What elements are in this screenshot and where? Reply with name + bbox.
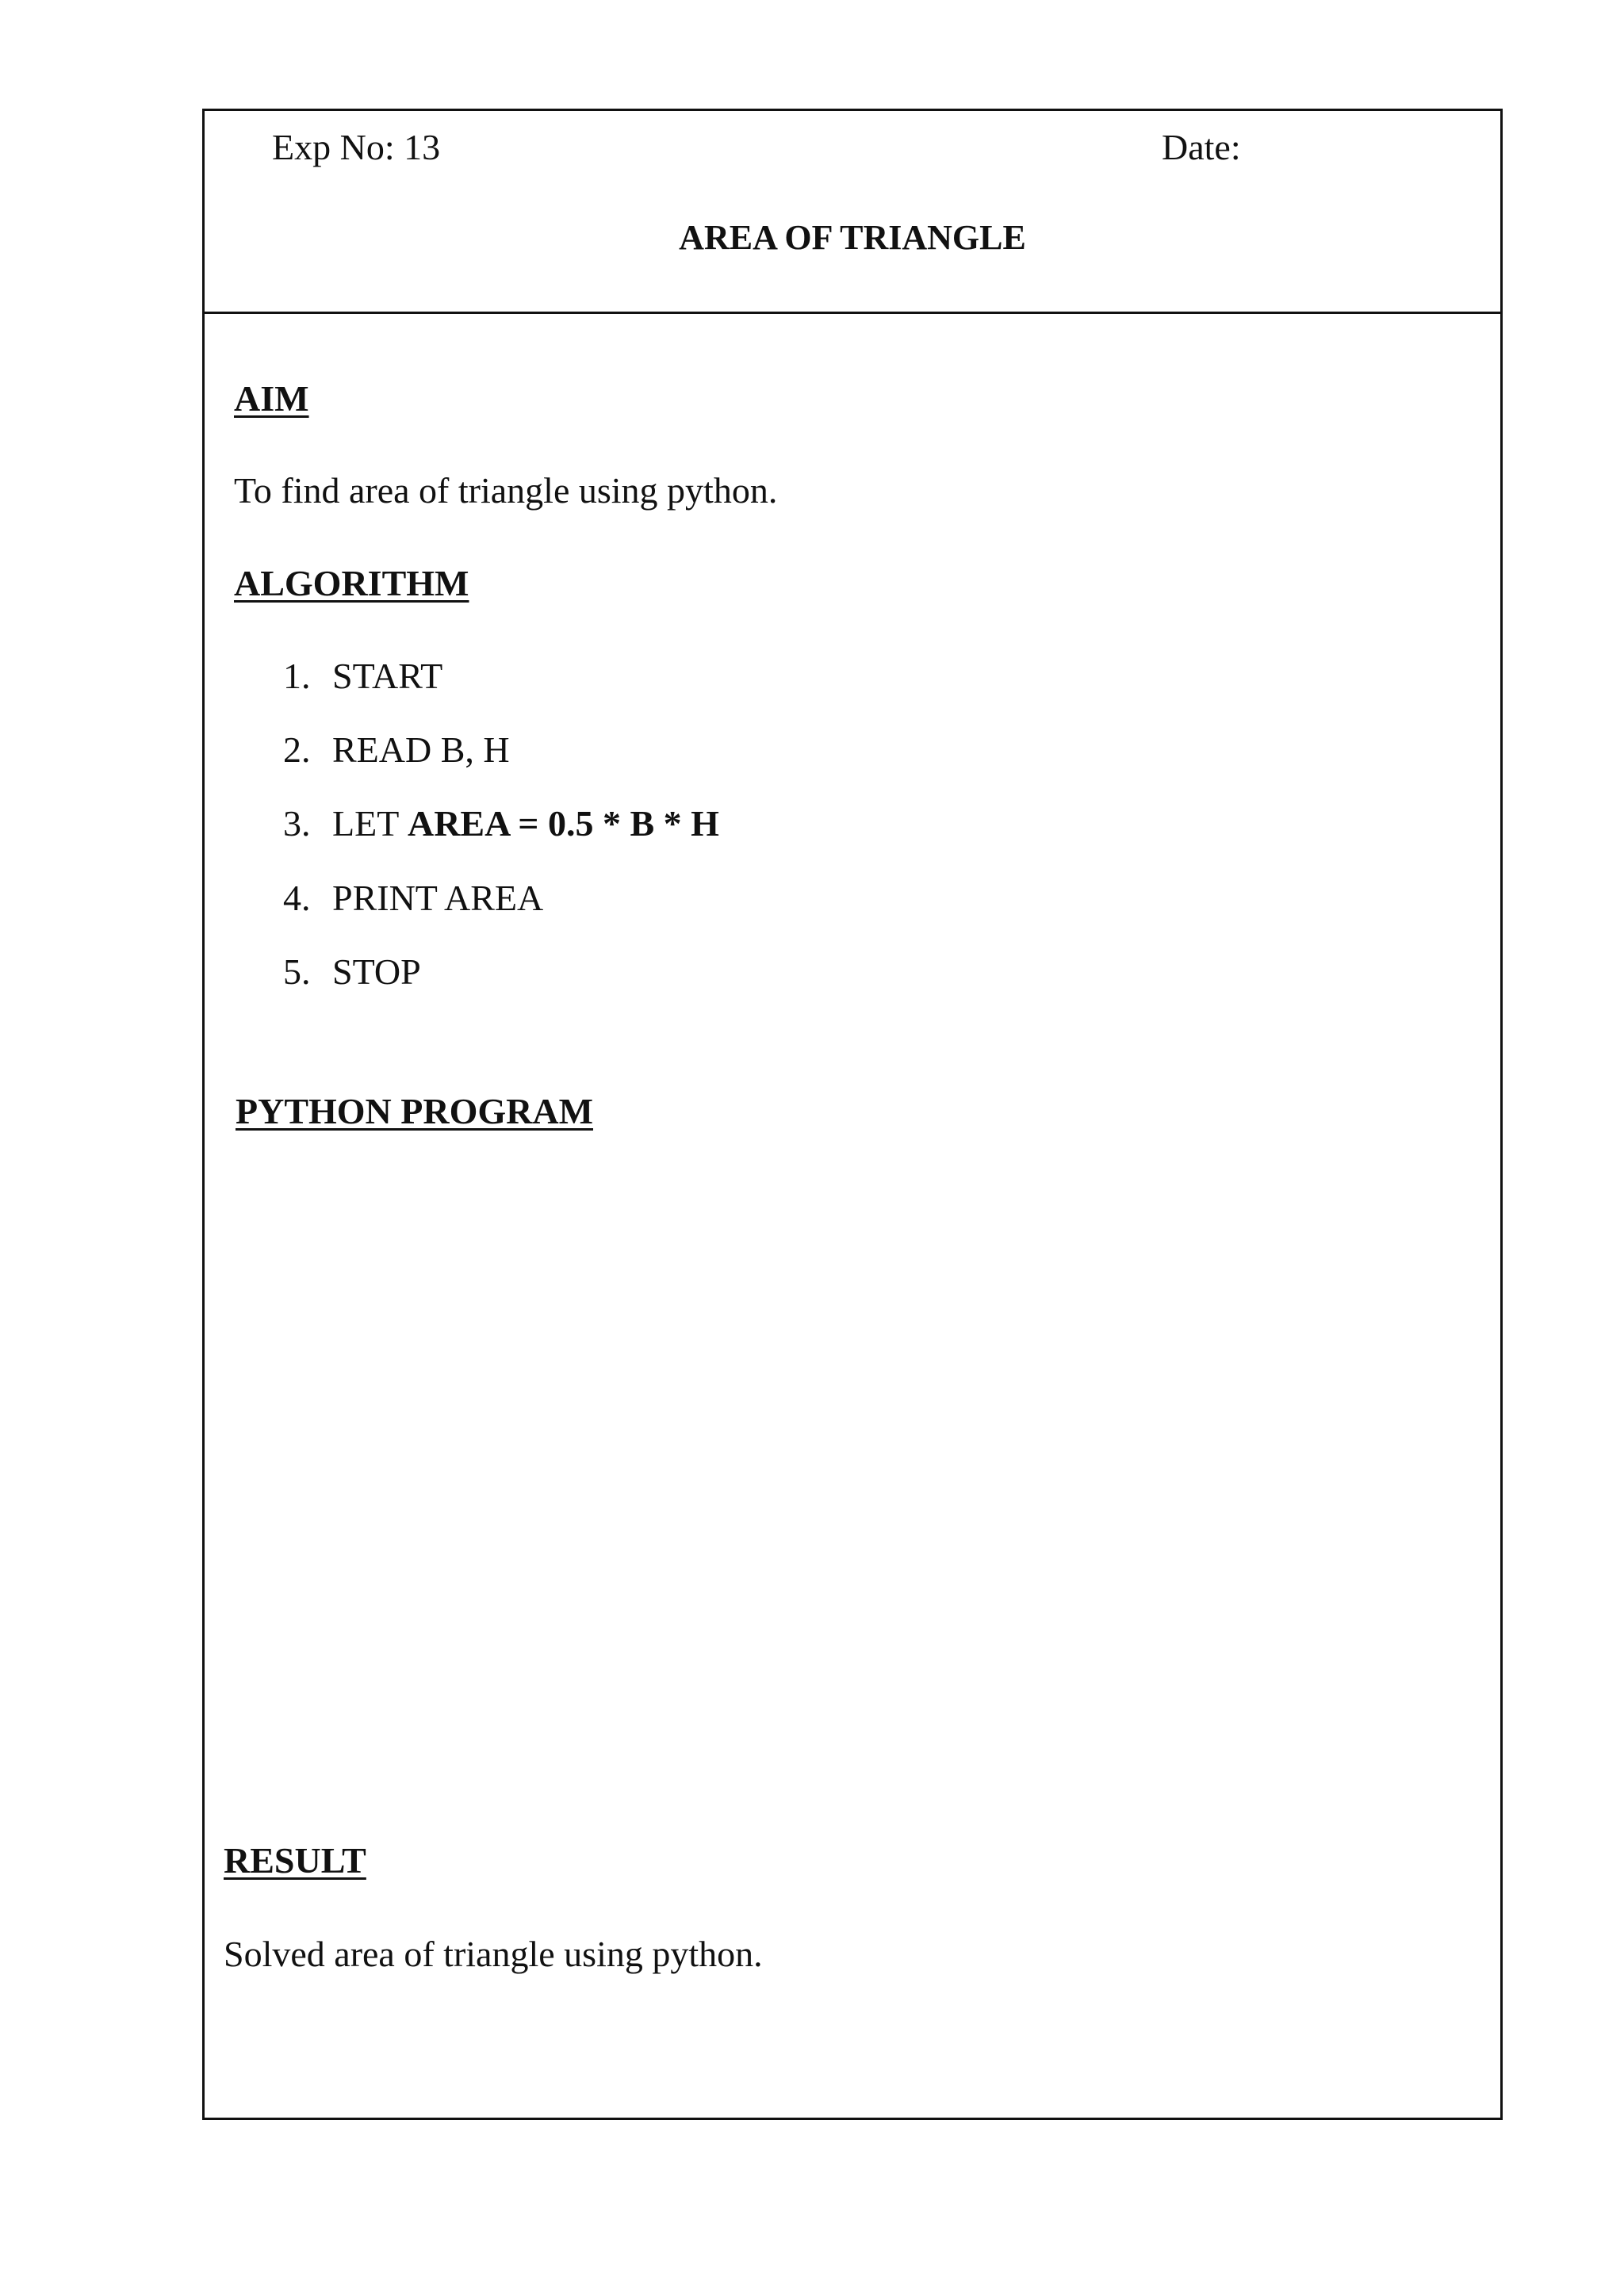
- step-text: LET AREA = 0.5 * B * H: [332, 803, 719, 844]
- algorithm-heading: ALGORITHM: [234, 563, 469, 603]
- step-number: 4.: [283, 878, 311, 918]
- step-number: 3.: [283, 803, 311, 844]
- experiment-number: Exp No: 13: [272, 127, 441, 167]
- date-label: Date:: [1162, 127, 1241, 167]
- step-number: 2.: [283, 729, 311, 770]
- step-number: 5.: [283, 951, 311, 992]
- aim-heading: AIM: [234, 378, 309, 419]
- aim-text: To find area of triangle using python.: [234, 470, 778, 511]
- record-sheet-frame: [202, 109, 1503, 2120]
- result-text: Solved area of triangle using python.: [224, 1934, 763, 1974]
- result-heading: RESULT: [224, 1840, 366, 1881]
- step-text: STOP: [332, 951, 421, 992]
- header-divider: [205, 312, 1500, 314]
- step-number: 1.: [283, 656, 311, 696]
- step-text: START: [332, 656, 443, 696]
- python-program-heading: PYTHON PROGRAM: [236, 1091, 594, 1131]
- page-title: AREA OF TRIANGLE: [679, 218, 1026, 257]
- step-text: READ B, H: [332, 729, 510, 770]
- step-text: PRINT AREA: [332, 878, 544, 918]
